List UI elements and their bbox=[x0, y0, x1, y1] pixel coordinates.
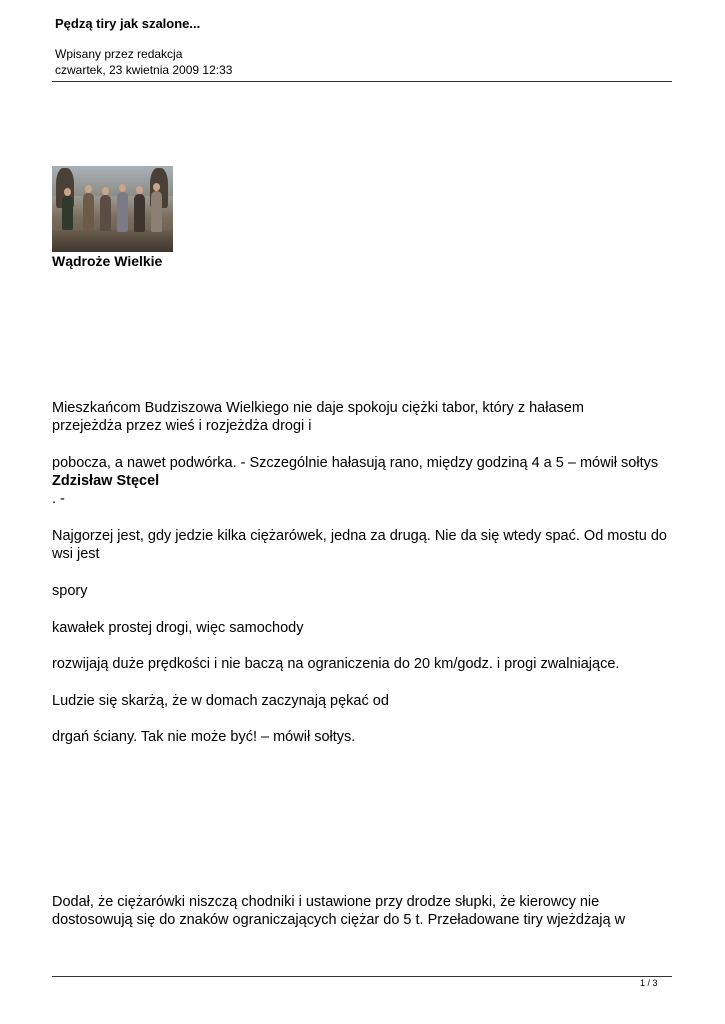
photo-person bbox=[83, 193, 94, 231]
photo-person-head bbox=[102, 187, 109, 195]
paragraph-line: kawałek prostej drogi, więc samochody bbox=[52, 620, 304, 636]
photo-person-head bbox=[153, 183, 160, 191]
article-photo bbox=[52, 166, 173, 252]
header-divider bbox=[52, 81, 672, 82]
photo-person-head bbox=[85, 185, 92, 193]
photo-ground bbox=[52, 230, 173, 252]
paragraph-line: drgań ściany. Tak nie może być! – mówił sołtys. bbox=[52, 729, 356, 745]
photo-person bbox=[134, 194, 145, 232]
page-title: Pędzą tiry jak szalone... bbox=[55, 16, 201, 31]
paragraph-line: Mieszkańcom Budziszowa Wielkiego nie daje spokoju ciężki tabor, który z hałasem bbox=[52, 400, 584, 416]
photo-person-head bbox=[64, 188, 71, 196]
footer-divider bbox=[52, 976, 672, 977]
photo-caption: Wądroże Wielkie bbox=[52, 253, 163, 269]
page-number: 1 / 3 bbox=[640, 978, 658, 988]
photo-person bbox=[117, 192, 128, 232]
photo-person-head bbox=[119, 184, 126, 192]
paragraph-line: rozwijają duże prędkości i nie baczą na ograniczenia do 20 km/godz. i progi zwalniające. bbox=[52, 656, 620, 672]
photo-person bbox=[62, 196, 73, 230]
photo-person bbox=[100, 195, 111, 231]
date-line: czwartek, 23 kwietnia 2009 12:33 bbox=[55, 63, 233, 77]
paragraph-line: przejeżdża przez wieś i rozjeżdża drogi i bbox=[52, 418, 312, 434]
author-line: Wpisany przez redakcja bbox=[55, 47, 183, 61]
paragraph-line: wsi jest bbox=[52, 546, 100, 562]
paragraph-line: dostosowują się do znaków ograniczających ciężar do 5 t. Przeładowane tiry wjeżdżają w bbox=[52, 912, 626, 928]
photo-person-head bbox=[136, 186, 143, 194]
paragraph-line: Ludzie się skarżą, że w domach zaczynają pękać od bbox=[52, 693, 389, 709]
paragraph-line: spory bbox=[52, 583, 88, 599]
paragraph-line: Dodał, że ciężarówki niszczą chodniki i ustawione przy drodze słupki, że kierowcy nie bbox=[52, 894, 600, 910]
paragraph-line: pobocza, a nawet podwórka. - Szczególnie hałasują rano, między godziną 4 a 5 – mówił sołtys bbox=[52, 455, 659, 471]
paragraph-line: . - bbox=[52, 491, 65, 507]
person-name: Zdzisław Stęcel bbox=[52, 473, 160, 489]
paragraph-line: Najgorzej jest, gdy jedzie kilka ciężarówek, jedna za drugą. Nie da się wtedy spać. Od mostu do bbox=[52, 528, 667, 544]
photo-person bbox=[151, 191, 162, 232]
